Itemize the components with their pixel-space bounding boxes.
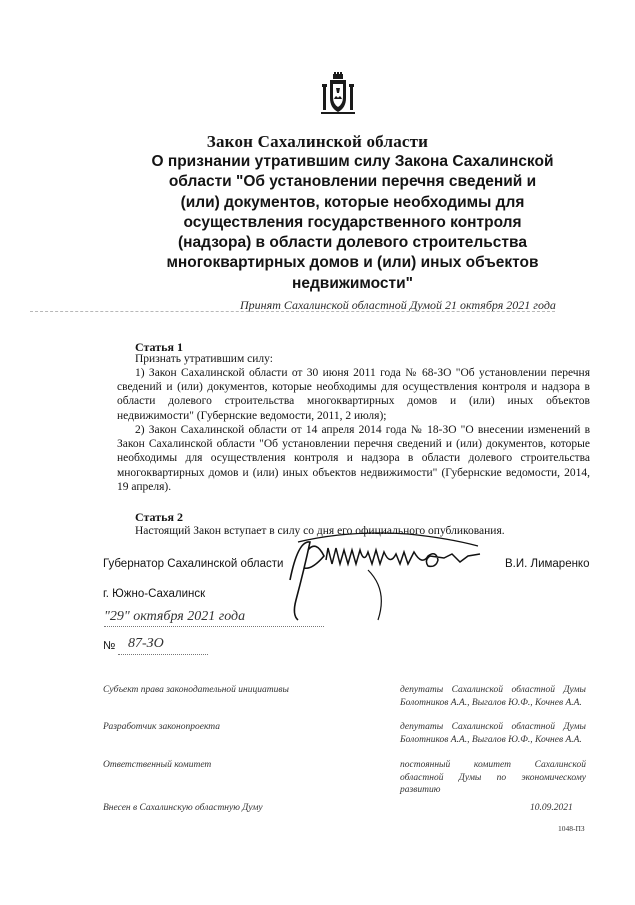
meta-value-committee: постоянный комитет Сахалинской областной Думы по экономическому развитию (400, 760, 586, 796)
city: г. Южно-Сахалинск (103, 588, 206, 600)
article-1-intro: Признать утратившим силу: (135, 353, 273, 365)
number-underline (118, 654, 208, 655)
subtitle-line: (или) документов, которые необходимы для (180, 193, 525, 211)
handwritten-number: 87-ЗО (128, 636, 164, 651)
handwritten-date: "29" октября 2021 года (104, 609, 246, 624)
article-2-heading: Статья 2 (135, 510, 183, 524)
article-1-item-1: 1) Закон Сахалинской области от 30 июня 2011 года № 68-ЗО "Об установлении перечня сведений и (или) документов, которые необходимы для осуществления контроля и надзора в области долевого строительства многоквартирных домов и (или) иных объектов недвижимости" (Губернские ведомости, 2011, 2 июля); (117, 367, 590, 422)
governor-name: В.И. Лимаренко (505, 558, 590, 570)
article-1-heading: Статья 1 (135, 340, 183, 354)
article-1-item-2: 2) Закон Сахалинской области от 14 апреля 2014 года № 18-ЗО "О внесении изменений в Закон Сахалинской области "Об установлении перечня сведений и (или) документов, которые необходимы для осуществления контроля и надзора в области долевого строительства многоквартирных домов и (или) иных объектов недвижимости" (Губернские ведомости, 2014, 19 апреля). (117, 424, 590, 493)
meta-value-developer: депутаты Сахалинской областной Думы Болотников А.А., Выгалов Ю.Ф., Кочнев А.А. (400, 722, 586, 745)
law-subtitle (120, 152, 585, 294)
subtitle-line: области "Об установлении перечня сведений и (168, 173, 537, 191)
subtitle-line: многоквартирных домов и (или) иных объектов (166, 254, 539, 272)
subtitle-line: недвижимости" (291, 274, 413, 292)
number-prefix: № (103, 640, 116, 652)
meta-label-submitted: Внесен в Сахалинскую областную Думу (103, 803, 263, 813)
law-title: Закон Сахалинской области (206, 132, 429, 151)
meta-label-developer: Разработчик законопроекта (103, 722, 221, 732)
date-underline (104, 626, 324, 627)
subtitle-line: (надзора) в области долевого строительства (178, 234, 527, 252)
article-2-text: Настоящий Закон вступает в силу со дня его официального опубликования. (135, 525, 505, 537)
meta-label-initiative: Субъект права законодательной инициативы (103, 685, 289, 695)
registration-code: 1048-ПЗ (558, 824, 585, 833)
handwritten-signature (268, 520, 498, 630)
divider (30, 311, 555, 312)
meta-value-initiative: депутаты Сахалинской областной Думы Болотников А.А., Выгалов Ю.Ф., Кочнев А.А. (400, 685, 586, 708)
meta-label-committee: Ответственный комитет (103, 760, 212, 770)
governor-position: Губернатор Сахалинской области (103, 558, 284, 570)
subtitle-line: О признании утратившим силу Закона Сахалинской (151, 153, 554, 170)
subtitle-line: осуществления государственного контроля (183, 213, 522, 231)
coat-of-arms-icon (321, 72, 355, 116)
meta-value-submitted: 10.09.2021 (530, 803, 573, 813)
adoption-note: Принят Сахалинской областной Думой 21 октября 2021 года (240, 298, 556, 312)
